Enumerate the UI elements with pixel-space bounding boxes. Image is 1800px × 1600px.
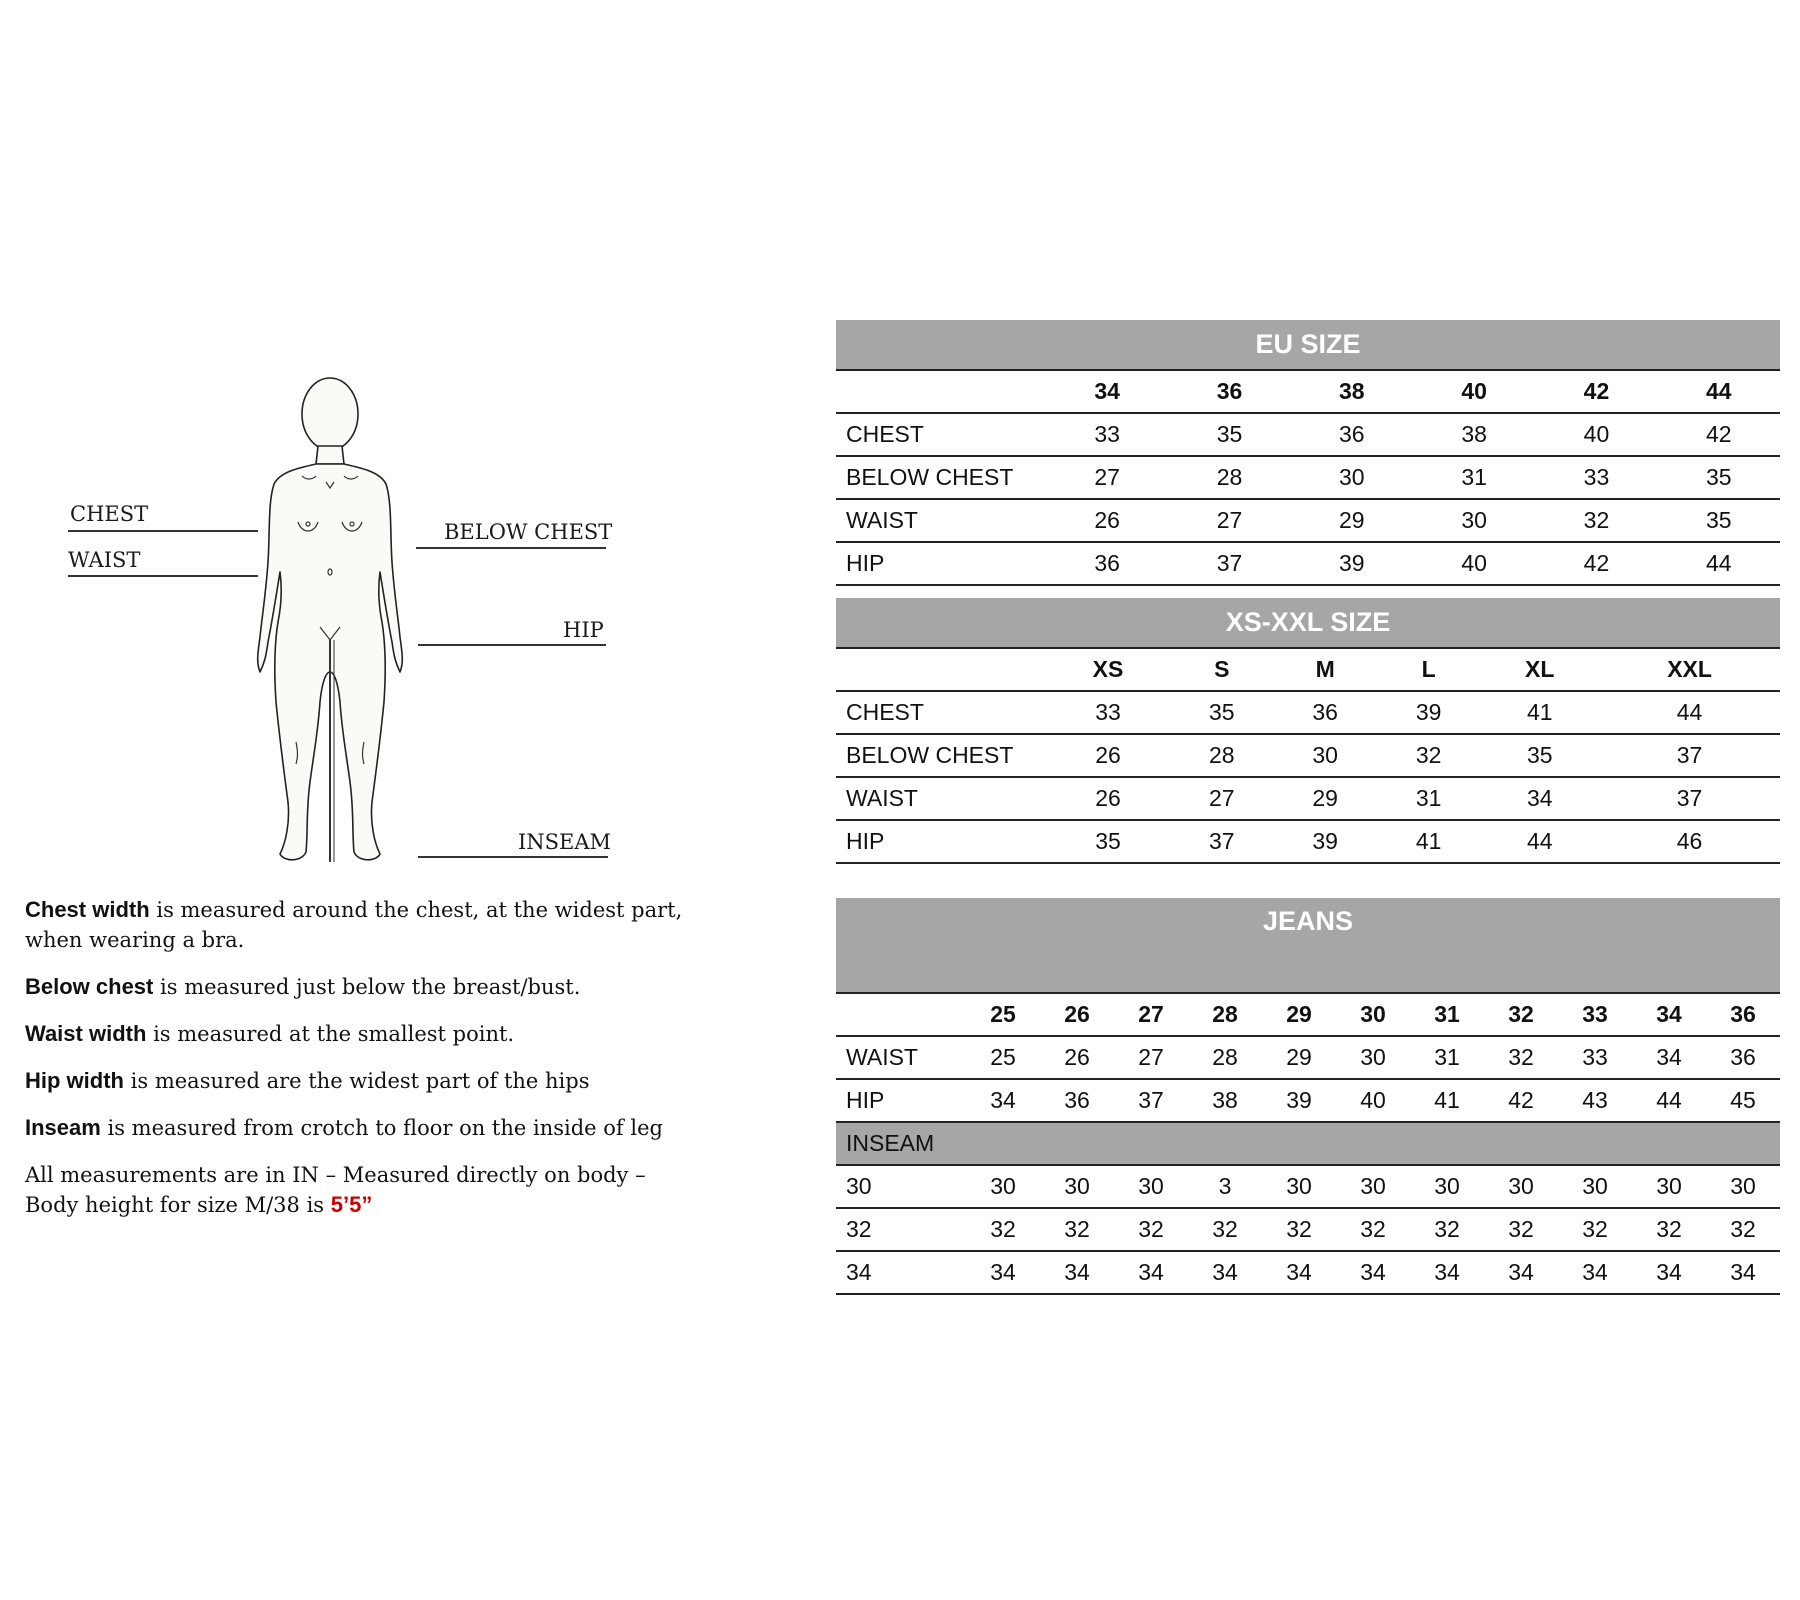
waist-line xyxy=(68,575,258,577)
chest-label: CHEST xyxy=(70,502,149,526)
table-cell: 30 xyxy=(1706,1165,1780,1208)
jeans-size-header: 31 xyxy=(1410,993,1484,1036)
table-cell: 34 xyxy=(1632,1036,1706,1079)
jeans-size-header: 34 xyxy=(1632,993,1706,1036)
table-cell: 35 xyxy=(1046,820,1170,863)
table-cell: 44 xyxy=(1599,691,1780,734)
jeans-header-row xyxy=(836,993,1780,1036)
table-cell: 34 xyxy=(1706,1251,1780,1294)
chest-line xyxy=(68,530,258,532)
jeans-size-table xyxy=(836,898,1780,1295)
table-cell: 38 xyxy=(1188,1079,1262,1122)
xs-size-header: L xyxy=(1377,648,1480,691)
table-cell: 44 xyxy=(1658,542,1780,585)
table-cell: 26 xyxy=(1046,777,1170,820)
waist-description-term: Waist width xyxy=(25,1021,147,1046)
table-cell: 26 xyxy=(1046,734,1170,777)
eu-row-below-chest xyxy=(836,456,1780,499)
inseam-description xyxy=(25,1113,685,1143)
table-cell: 3 xyxy=(1188,1165,1262,1208)
table-cell: 33 xyxy=(1046,691,1170,734)
table-cell: 32 xyxy=(1484,1208,1558,1251)
table-cell: 30 xyxy=(1558,1165,1632,1208)
waist-label: WAIST xyxy=(68,548,141,572)
table-cell: 46 xyxy=(1599,820,1780,863)
xs-row-chest xyxy=(836,691,1780,734)
inseam-description-text: is measured from crotch to floor on the inside of leg xyxy=(100,1116,663,1140)
table-cell: 43 xyxy=(1558,1079,1632,1122)
row-label: WAIST xyxy=(836,499,1046,542)
measurement-descriptions xyxy=(25,895,685,1237)
row-label: HIP xyxy=(836,820,1046,863)
jeans-row-inseam-32 xyxy=(836,1208,1780,1251)
body-height-value: 5’5” xyxy=(330,1192,373,1217)
table-cell: 30 xyxy=(966,1165,1040,1208)
table-cell: 25 xyxy=(966,1036,1040,1079)
measurement-note-text: All measurements are in IN – Measured directly on body – Body height for size M/38 is xyxy=(25,1163,646,1217)
table-cell: 34 xyxy=(1040,1251,1114,1294)
table-cell: 27 xyxy=(1114,1036,1188,1079)
table-cell: 33 xyxy=(1558,1036,1632,1079)
table-cell: 30 xyxy=(1410,1165,1484,1208)
table-cell: 34 xyxy=(966,1251,1040,1294)
table-cell: 37 xyxy=(1599,777,1780,820)
row-label: HIP xyxy=(836,1079,966,1122)
table-cell: 42 xyxy=(1658,413,1780,456)
table-cell: 32 xyxy=(1410,1208,1484,1251)
table-cell: 31 xyxy=(1413,456,1535,499)
table-cell: 36 xyxy=(1040,1079,1114,1122)
row-label: 32 xyxy=(836,1208,966,1251)
table-cell: 34 xyxy=(1262,1251,1336,1294)
table-cell: 36 xyxy=(1273,691,1376,734)
jeans-size-header: 29 xyxy=(1262,993,1336,1036)
table-cell: 33 xyxy=(1046,413,1168,456)
row-label: CHEST xyxy=(836,691,1046,734)
jeans-size-header: 33 xyxy=(1558,993,1632,1036)
table-cell: 42 xyxy=(1535,542,1657,585)
jeans-inseam-subheader-row xyxy=(836,1122,1780,1165)
table-cell: 32 xyxy=(1262,1208,1336,1251)
table-cell: 27 xyxy=(1170,777,1273,820)
row-label: CHEST xyxy=(836,413,1046,456)
eu-size-header: 40 xyxy=(1413,370,1535,413)
table-cell: 27 xyxy=(1168,499,1290,542)
table-cell: 30 xyxy=(1484,1165,1558,1208)
xs-header-row xyxy=(836,648,1780,691)
inseam-line xyxy=(418,856,608,858)
hip-line xyxy=(418,644,606,646)
xs-xxl-size-title: XS-XXL SIZE xyxy=(836,598,1780,648)
chest-description-term: Chest width xyxy=(25,897,150,922)
table-cell: 32 xyxy=(1377,734,1480,777)
table-cell: 32 xyxy=(1114,1208,1188,1251)
table-cell: 32 xyxy=(1484,1036,1558,1079)
table-cell: 32 xyxy=(1336,1208,1410,1251)
xs-title-row xyxy=(836,598,1780,648)
xs-row-waist xyxy=(836,777,1780,820)
jeans-row-inseam-30 xyxy=(836,1165,1780,1208)
table-cell: 28 xyxy=(1188,1036,1262,1079)
xs-header-blank xyxy=(836,648,1046,691)
table-cell: 30 xyxy=(1040,1165,1114,1208)
table-cell: 39 xyxy=(1273,820,1376,863)
inseam-label: INSEAM xyxy=(518,830,612,854)
table-cell: 40 xyxy=(1336,1079,1410,1122)
jeans-row-inseam-34 xyxy=(836,1251,1780,1294)
table-cell: 35 xyxy=(1168,413,1290,456)
jeans-size-header: 32 xyxy=(1484,993,1558,1036)
inseam-subheader: INSEAM xyxy=(836,1122,1780,1165)
row-label: BELOW CHEST xyxy=(836,734,1046,777)
row-label: 34 xyxy=(836,1251,966,1294)
table-cell: 34 xyxy=(1188,1251,1262,1294)
eu-size-header: 42 xyxy=(1535,370,1657,413)
waist-description-text: is measured at the smallest point. xyxy=(146,1022,515,1046)
below-chest-description-text: is measured just below the breast/bust. xyxy=(153,975,581,999)
chest-description-text: is measured around the chest, at the widest part, when wearing a bra. xyxy=(25,898,683,952)
eu-title-row xyxy=(836,320,1780,370)
row-label: WAIST xyxy=(836,1036,966,1079)
table-cell: 39 xyxy=(1262,1079,1336,1122)
hip-description xyxy=(25,1066,685,1096)
table-cell: 37 xyxy=(1168,542,1290,585)
table-cell: 42 xyxy=(1484,1079,1558,1122)
table-cell: 30 xyxy=(1336,1165,1410,1208)
below-chest-line xyxy=(416,547,606,549)
table-cell: 39 xyxy=(1377,691,1480,734)
table-cell: 32 xyxy=(1040,1208,1114,1251)
table-cell: 30 xyxy=(1114,1165,1188,1208)
eu-row-hip xyxy=(836,542,1780,585)
table-cell: 39 xyxy=(1291,542,1413,585)
table-cell: 44 xyxy=(1480,820,1599,863)
table-cell: 40 xyxy=(1413,542,1535,585)
table-cell: 33 xyxy=(1535,456,1657,499)
eu-header-row xyxy=(836,370,1780,413)
below-chest-label: BELOW CHEST xyxy=(444,520,613,544)
table-cell: 32 xyxy=(1706,1208,1780,1251)
eu-row-chest xyxy=(836,413,1780,456)
table-cell: 31 xyxy=(1377,777,1480,820)
jeans-title: JEANS xyxy=(836,898,1780,993)
row-label: HIP xyxy=(836,542,1046,585)
table-cell: 30 xyxy=(1632,1165,1706,1208)
eu-row-waist xyxy=(836,499,1780,542)
eu-header-blank xyxy=(836,370,1046,413)
chest-description xyxy=(25,895,685,955)
jeans-row-waist xyxy=(836,1036,1780,1079)
table-cell: 28 xyxy=(1168,456,1290,499)
xs-row-hip xyxy=(836,820,1780,863)
table-cell: 37 xyxy=(1114,1079,1188,1122)
jeans-size-header: 26 xyxy=(1040,993,1114,1036)
table-cell: 30 xyxy=(1413,499,1535,542)
table-cell: 34 xyxy=(966,1079,1040,1122)
row-label: BELOW CHEST xyxy=(836,456,1046,499)
jeans-size-header: 27 xyxy=(1114,993,1188,1036)
table-cell: 45 xyxy=(1706,1079,1780,1122)
jeans-size-header: 28 xyxy=(1188,993,1262,1036)
waist-description xyxy=(25,1019,685,1049)
table-cell: 41 xyxy=(1377,820,1480,863)
table-cell: 40 xyxy=(1535,413,1657,456)
table-cell: 30 xyxy=(1291,456,1413,499)
jeans-size-header: 36 xyxy=(1706,993,1780,1036)
table-cell: 44 xyxy=(1632,1079,1706,1122)
inseam-description-term: Inseam xyxy=(25,1115,101,1140)
table-cell: 36 xyxy=(1706,1036,1780,1079)
table-cell: 34 xyxy=(1632,1251,1706,1294)
below-chest-description-term: Below chest xyxy=(25,974,154,999)
eu-size-header: 38 xyxy=(1291,370,1413,413)
jeans-header-blank xyxy=(836,993,966,1036)
table-cell: 32 xyxy=(1632,1208,1706,1251)
table-cell: 37 xyxy=(1599,734,1780,777)
table-cell: 29 xyxy=(1262,1036,1336,1079)
jeans-size-header: 25 xyxy=(966,993,1040,1036)
table-cell: 32 xyxy=(1188,1208,1262,1251)
body-measurement-figure xyxy=(60,372,620,872)
table-cell: 34 xyxy=(1336,1251,1410,1294)
table-cell: 32 xyxy=(966,1208,1040,1251)
xs-size-header: XL xyxy=(1480,648,1599,691)
table-cell: 29 xyxy=(1291,499,1413,542)
table-cell: 35 xyxy=(1658,499,1780,542)
table-cell: 36 xyxy=(1291,413,1413,456)
xs-row-below-chest xyxy=(836,734,1780,777)
jeans-size-header: 30 xyxy=(1336,993,1410,1036)
table-cell: 35 xyxy=(1658,456,1780,499)
xs-size-header: XS xyxy=(1046,648,1170,691)
table-cell: 26 xyxy=(1046,499,1168,542)
jeans-title-row xyxy=(836,898,1780,993)
table-cell: 37 xyxy=(1170,820,1273,863)
jeans-row-hip xyxy=(836,1079,1780,1122)
eu-size-header: 44 xyxy=(1658,370,1780,413)
xs-size-header: XXL xyxy=(1599,648,1780,691)
table-cell: 27 xyxy=(1046,456,1168,499)
xs-xxl-size-table xyxy=(836,598,1780,864)
eu-size-header: 34 xyxy=(1046,370,1168,413)
table-cell: 32 xyxy=(1535,499,1657,542)
table-cell: 34 xyxy=(1480,777,1599,820)
body-silhouette xyxy=(240,372,420,872)
table-cell: 35 xyxy=(1480,734,1599,777)
table-cell: 41 xyxy=(1480,691,1599,734)
eu-size-header: 36 xyxy=(1168,370,1290,413)
row-label: WAIST xyxy=(836,777,1046,820)
table-cell: 30 xyxy=(1262,1165,1336,1208)
table-cell: 34 xyxy=(1114,1251,1188,1294)
table-cell: 28 xyxy=(1170,734,1273,777)
hip-label: HIP xyxy=(563,618,604,642)
measurement-note xyxy=(25,1160,685,1220)
table-cell: 32 xyxy=(1558,1208,1632,1251)
table-cell: 30 xyxy=(1273,734,1376,777)
eu-size-table xyxy=(836,320,1780,586)
hip-description-text: is measured are the widest part of the hips xyxy=(123,1069,590,1093)
hip-description-term: Hip width xyxy=(25,1068,124,1093)
table-cell: 34 xyxy=(1410,1251,1484,1294)
eu-size-title: EU SIZE xyxy=(836,320,1780,370)
table-cell: 34 xyxy=(1558,1251,1632,1294)
table-cell: 41 xyxy=(1410,1079,1484,1122)
below-chest-description xyxy=(25,972,685,1002)
table-cell: 34 xyxy=(1484,1251,1558,1294)
table-cell: 30 xyxy=(1336,1036,1410,1079)
table-cell: 36 xyxy=(1046,542,1168,585)
table-cell: 38 xyxy=(1413,413,1535,456)
table-cell: 31 xyxy=(1410,1036,1484,1079)
table-cell: 35 xyxy=(1170,691,1273,734)
table-cell: 26 xyxy=(1040,1036,1114,1079)
row-label: 30 xyxy=(836,1165,966,1208)
xs-size-header: S xyxy=(1170,648,1273,691)
xs-size-header: M xyxy=(1273,648,1376,691)
table-cell: 29 xyxy=(1273,777,1376,820)
